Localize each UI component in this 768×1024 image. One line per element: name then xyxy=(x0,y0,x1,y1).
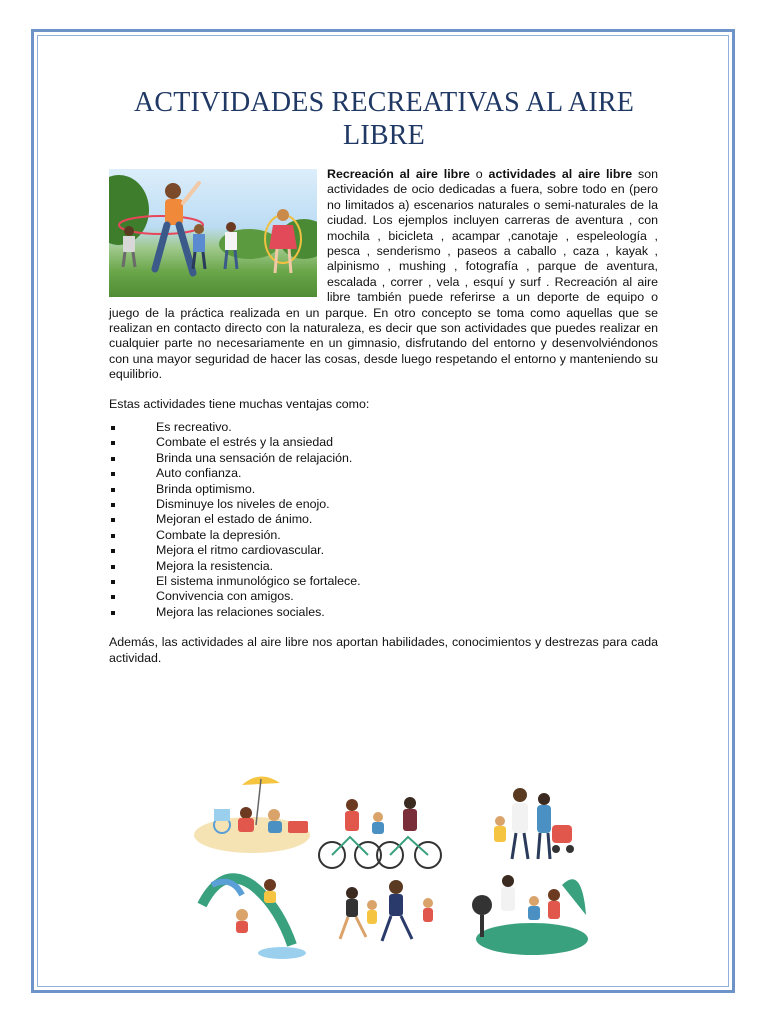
advantages-intro: Estas actividades tiene muchas ventajas como: xyxy=(109,396,370,411)
list-item: Mejora el ritmo cardiovascular. xyxy=(109,543,658,558)
advantages-list xyxy=(109,420,658,620)
bullet-icon xyxy=(111,580,115,584)
list-item: Mejora las relaciones sociales. xyxy=(109,605,658,620)
intro-connector: o xyxy=(469,167,489,181)
list-item: Convivencia con amigos. xyxy=(109,589,658,604)
list-item: Mejoran el estado de ánimo. xyxy=(109,512,658,527)
intro-paragraph: son actividades de ocio dedicadas a fuera, sobre todo en (pero no limitados a) escenarios naturales o semi-naturales de la ciudad. Los ejemplos incluyen carreras de aventura , con mochila , bicicleta , acampar ,canotaje , espeleología , pesca , senderismo , paseos a caballo , caza , kayak , alpinismo , mushing , fotografía , parque de aventura, escalada , correr , vela , esquí y surf . Recreación al aire libre también puede referirse a un deporte de equipo o juego de la práctica realizada en un parque. En otro concepto se toma como aquellas que se realizan en contacto directo con la naturaleza, es decir que son actividades que puedes realizar en cualquier parte no necesariamente en un gimnasio, disfrutando del entorno y desenvolviéndonos con una mayor seguridad de hacer las cosas, desde luego respetando el entorno y manteniendo su equilibrio. xyxy=(109,167,659,382)
bullet-icon xyxy=(111,457,115,461)
outdoor-activities-illustration xyxy=(182,755,594,970)
children-playing-photo xyxy=(109,169,317,297)
bullet-icon xyxy=(111,534,115,538)
bullet-icon xyxy=(111,488,115,492)
list-item: El sistema inmunológico se fortalece. xyxy=(109,574,658,589)
list-item: Disminuye los niveles de enojo. xyxy=(109,497,658,512)
bullet-icon xyxy=(111,472,115,476)
bullet-icon xyxy=(111,611,115,615)
bullet-icon xyxy=(111,549,115,553)
intro-term-1: Recreación al aire libre xyxy=(327,167,470,181)
list-item: Auto confianza. xyxy=(109,466,658,481)
bullet-icon xyxy=(111,595,115,599)
bullet-icon xyxy=(111,518,115,522)
bullet-icon xyxy=(111,441,115,445)
bullet-icon xyxy=(111,426,115,430)
bullet-icon xyxy=(111,565,115,569)
closing-paragraph: Además, las actividades al aire libre nos aportan habilidades, conocimientos y destrezas para cada actividad. xyxy=(109,635,658,665)
document-body xyxy=(109,167,658,666)
intro-term-2: actividades al aire libre xyxy=(488,167,633,181)
list-item: Combate la depresión. xyxy=(109,528,658,543)
bullet-icon xyxy=(111,503,115,507)
list-item: Brinda optimismo. xyxy=(109,482,658,497)
list-item: Brinda una sensación de relajación. xyxy=(109,451,658,466)
list-item: Mejora la resistencia. xyxy=(109,559,658,574)
list-item: Es recreativo. xyxy=(109,420,658,435)
page-title: ACTIVIDADES RECREATIVAS AL AIRE LIBRE xyxy=(133,87,635,151)
list-item: Combate el estrés y la ansiedad xyxy=(109,435,658,450)
